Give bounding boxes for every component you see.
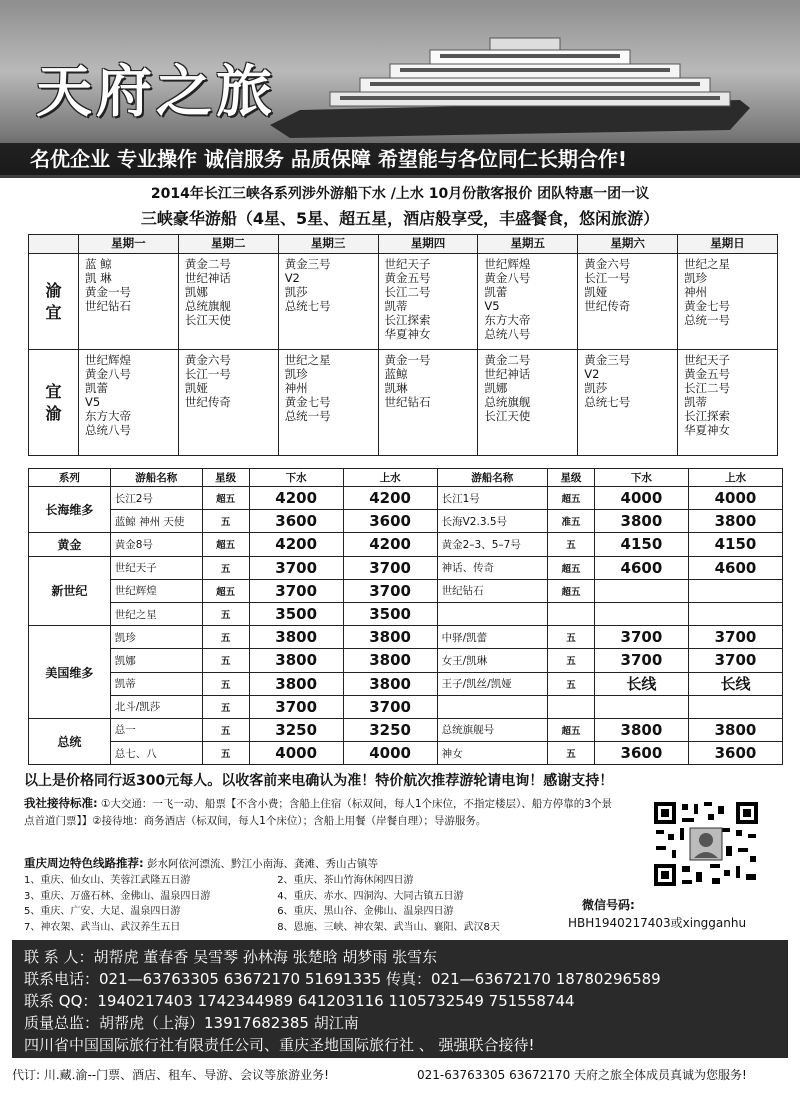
schedule-header-row [29, 235, 778, 254]
ship-name: 黄金一号 [384, 353, 431, 367]
upstream-price: 3600 [343, 510, 437, 533]
star-grade: 超五 [547, 556, 594, 579]
weekly-schedule-table [28, 234, 778, 456]
downstream-price: 3800 [594, 718, 688, 741]
ship-name: 黄金八号 [484, 271, 531, 285]
star-grade [547, 602, 594, 625]
routes-intro: 彭水阿依河漂流、黔江小南海、龚滩、秀山古镇等 [146, 858, 378, 870]
ship-name: 长江天使 [484, 409, 531, 423]
route-label: 宜 渝 [29, 350, 79, 456]
ship-name: 长江探索 [684, 409, 731, 423]
ship-name: 世纪神话 [484, 367, 531, 381]
route-list [24, 873, 584, 935]
price-row [29, 556, 783, 579]
ship-name: 黄金二号 [484, 353, 531, 367]
star-grade: 超五 [202, 579, 249, 602]
upstream-price: 3500 [343, 602, 437, 625]
ship-name: 中驿/凯蕾 [437, 626, 547, 649]
ship-name: 凯娅 [184, 381, 208, 395]
ship-name: 长江天使 [184, 313, 231, 327]
downstream-price: 3250 [249, 718, 343, 741]
ship-name: 蓝鲸 神州 天使 [110, 510, 202, 533]
price-heading: 2014年长江三峡各系列涉外游船下水 /上水 10月份散客报价 团队特惠一团一议 [150, 186, 650, 202]
ship-name: 世纪之星 [284, 353, 331, 367]
ship-name: 东方大帝 [484, 313, 531, 327]
star-grade: 超五 [202, 533, 249, 556]
star-grade: 五 [547, 742, 594, 765]
ship-name: 凯蒂 [384, 299, 408, 313]
upstream-price: 4000 [343, 742, 437, 765]
slogan-bar: 名优企业 专业操作 诚信服务 品质保障 希望能与各位同仁长期合作! [0, 143, 800, 175]
col-header: 下水 [249, 469, 343, 487]
upstream-price: 3700 [343, 695, 437, 718]
route-item: 3、重庆、万盛石林、金佛山、温泉四日游 [24, 890, 211, 902]
ship-name: 凯蒂 [110, 672, 202, 695]
downstream-price: 4150 [594, 533, 688, 556]
star-grade: 五 [547, 672, 594, 695]
route-item: 1、重庆、仙女山、芙蓉江武隆五日游 [24, 875, 191, 886]
contact-people: 联 系 人：胡帮虎 董春香 吴雪琴 孙林海 张楚晗 胡梦雨 张雪东 [24, 948, 438, 966]
upstream-price: 3800 [343, 672, 437, 695]
star-grade: 五 [202, 718, 249, 741]
star-grade: 超五 [547, 579, 594, 602]
price-row [29, 579, 783, 602]
ship-name: 总统一号 [284, 409, 331, 423]
ship-name: 凯娜 [184, 285, 208, 299]
wechat-label: 微信号码: [582, 898, 635, 912]
route-item: 5、重庆、广安、大足、温泉四日游 [24, 906, 181, 917]
ship-name [437, 695, 547, 718]
upstream-price: 4600 [688, 556, 782, 579]
ship-name: 凯蕾 [484, 285, 508, 299]
ship-name: 凯蕾 [85, 381, 108, 395]
day-header: 星期六 [578, 235, 678, 254]
downstream-price: 4600 [594, 556, 688, 579]
day-header: 星期二 [178, 235, 278, 254]
price-header-row [29, 469, 783, 487]
price-row [29, 626, 783, 649]
ship-name: 凯莎 [284, 285, 308, 299]
schedule-cell [178, 254, 278, 350]
schedule-cell [79, 350, 179, 456]
star-grade: 五 [202, 742, 249, 765]
ship-name: 总统一号 [684, 313, 731, 327]
downstream-price: 3800 [249, 626, 343, 649]
series-name: 总统 [29, 718, 111, 764]
ship-name: 世纪神话 [184, 271, 231, 285]
ship-name: 总统八号 [85, 423, 131, 437]
partner-companies: 四川省中国国际旅行社有限责任公司、重庆圣地国际旅行社 、 强强联合接待! [24, 1036, 535, 1054]
route-item: 4、重庆、赤水、四洞沟、大同古镇五日游 [277, 890, 464, 902]
upstream-price [688, 695, 782, 718]
upstream-price: 4000 [688, 487, 782, 510]
downstream-price: 3700 [594, 649, 688, 672]
standard-title: 我社接待标准: [24, 796, 98, 810]
ship-name: 黄金三号 [284, 257, 331, 271]
upstream-price: 3800 [688, 718, 782, 741]
ship-name: 凯 琳 [85, 271, 112, 285]
star-grade: 超五 [547, 487, 594, 510]
schedule-row [29, 254, 778, 350]
ship-name: 长江2号 [110, 487, 202, 510]
schedule-cell [478, 254, 578, 350]
upstream-price: 3250 [343, 718, 437, 741]
ship-name: 黄金三号 [584, 353, 631, 367]
ship-name: 黄金六号 [184, 353, 231, 367]
ship-name: 黄金五号 [384, 271, 431, 285]
downstream-price: 3500 [249, 602, 343, 625]
series-name: 黄金 [29, 533, 111, 556]
ship-name: V2 [584, 367, 600, 381]
ship-name: 世纪辉煌 [110, 579, 202, 602]
col-header: 下水 [594, 469, 688, 487]
ship-name: 世纪天子 [110, 556, 202, 579]
schedule-cell [278, 254, 378, 350]
upstream-price: 3800 [343, 649, 437, 672]
star-grade: 五 [547, 649, 594, 672]
header-banner [0, 0, 800, 178]
schedule-cell [178, 350, 278, 456]
ship-name: 长江1号 [437, 487, 547, 510]
series-name: 美国维多 [29, 626, 111, 719]
day-header: 星期一 [79, 235, 179, 254]
downstream-price [594, 602, 688, 625]
ship-name: 神话、传奇 [437, 556, 547, 579]
ship-name: 凯莎 [584, 381, 608, 395]
ship-name: 蓝 鲸 [85, 257, 112, 271]
ship-name: 王子/凯丝/凯娅 [437, 672, 547, 695]
price-row [29, 718, 783, 741]
ship-name: V5 [484, 299, 500, 313]
ship-name: 世纪钻石 [437, 579, 547, 602]
ship-name: 凯珍 [684, 271, 708, 285]
series-name: 新世纪 [29, 556, 111, 626]
downstream-price: 3800 [249, 649, 343, 672]
ship-name: 世纪之星 [110, 602, 202, 625]
ship-name: 世纪钻石 [384, 395, 431, 409]
ship-name [437, 602, 547, 625]
ship-name: 总统旗舰号 [437, 718, 547, 741]
downstream-price: 3700 [249, 695, 343, 718]
ship-name: 长江一号 [584, 271, 631, 285]
downstream-price: 3700 [249, 579, 343, 602]
star-grade: 五 [547, 626, 594, 649]
ship-name: 凯琳 [384, 381, 408, 395]
upstream-price: 3600 [688, 742, 782, 765]
ship-name: 总统旗舰 [484, 395, 531, 409]
star-grade: 准五 [547, 510, 594, 533]
wechat-id: HBH1940217403或xingganhu [568, 916, 747, 930]
ship-name: 华夏神女 [384, 327, 431, 341]
schedule-cell [678, 350, 778, 456]
upstream-price: 4200 [343, 533, 437, 556]
ship-name: 总一 [110, 718, 202, 741]
series-name: 长海维多 [29, 487, 111, 533]
col-header: 游船名称 [110, 469, 202, 487]
ship-name: 黄金8号 [110, 533, 202, 556]
standard-text: ①大交通：一飞一动、船票【不含小费；含船上住宿（标双间，每人1个床位，不指定楼层）、船方停靠的3个景点首道门票】】②接待地：商务酒店（标双间，每人1个床位）；含船上用餐（岸餐自理）；导游服务。 [24, 798, 612, 827]
ship-name: 凯珍 [110, 626, 202, 649]
star-grade: 五 [202, 602, 249, 625]
contact-qq: 联系 QQ：1940217403 1742344989 641203116 1105732549 751558744 [24, 992, 575, 1010]
service-standard [24, 795, 614, 830]
upstream-price: 3800 [343, 626, 437, 649]
wechat-qr-code-icon [652, 800, 760, 888]
ship-name: 女王/凯琳 [437, 649, 547, 672]
star-grade: 超五 [202, 487, 249, 510]
route-list-right [277, 873, 500, 935]
ship-name: 黄金一号 [85, 285, 131, 299]
ship-name: 总七、八 [110, 742, 202, 765]
downstream-price: 长线 [594, 672, 688, 695]
footer-hotline: 021-63763305 63672170 天府之旅全体成员真诚为您服务! [417, 1068, 747, 1082]
downstream-price: 3700 [249, 556, 343, 579]
ship-name: 总统旗舰 [184, 299, 231, 313]
day-header: 星期五 [478, 235, 578, 254]
price-row [29, 533, 783, 556]
day-header: 星期三 [278, 235, 378, 254]
cruise-ship-illustration [270, 30, 760, 145]
upstream-price: 3700 [688, 626, 782, 649]
ship-name: 长海V2.3.5号 [437, 510, 547, 533]
ship-name: 世纪之星 [684, 257, 731, 271]
schedule-cell [478, 350, 578, 456]
col-header: 星级 [547, 469, 594, 487]
upstream-price: 4200 [343, 487, 437, 510]
schedule-cell [378, 254, 478, 350]
ship-name: V2 [284, 271, 300, 285]
star-grade [547, 695, 594, 718]
upstream-price: 4150 [688, 533, 782, 556]
upstream-price: 3800 [688, 510, 782, 533]
col-header: 游船名称 [437, 469, 547, 487]
ship-name: 黄金二号 [184, 257, 231, 271]
downstream-price: 3800 [594, 510, 688, 533]
ship-name: 凯娜 [484, 381, 508, 395]
downstream-price: 3800 [249, 672, 343, 695]
star-grade: 五 [547, 533, 594, 556]
downstream-price: 3600 [249, 510, 343, 533]
star-grade: 五 [202, 510, 249, 533]
brand-logo: 天府之旅 [36, 59, 276, 125]
downstream-price [594, 695, 688, 718]
ship-name: 神州 [284, 381, 308, 395]
ship-name: 长江一号 [184, 367, 231, 381]
ship-name: 世纪钻石 [85, 299, 131, 313]
schedule-corner [29, 235, 79, 254]
upstream-price: 3700 [343, 556, 437, 579]
ship-name: 长江探索 [384, 313, 431, 327]
ship-name: 世纪天子 [384, 257, 431, 271]
price-row [29, 672, 783, 695]
upstream-price [688, 579, 782, 602]
star-grade: 超五 [547, 718, 594, 741]
ship-name: 东方大帝 [85, 409, 131, 423]
product-heading: 三峡豪华游船（4星、5星、超五星，酒店般享受，丰盛餐食，悠闲旅游） [140, 209, 660, 228]
star-grade: 五 [202, 672, 249, 695]
ship-name: 黄金五号 [684, 367, 731, 381]
ship-name: 总统八号 [484, 327, 531, 341]
ship-name: 世纪传奇 [584, 299, 631, 313]
ship-name: 总统七号 [284, 299, 331, 313]
upstream-price [688, 602, 782, 625]
schedule-row [29, 350, 778, 456]
schedule-cell [378, 350, 478, 456]
schedule-cell [79, 254, 179, 350]
ship-name: 世纪辉煌 [484, 257, 531, 271]
footer [12, 1066, 788, 1083]
price-row [29, 487, 783, 510]
ship-name: 黄金八号 [85, 367, 131, 381]
downstream-price: 3700 [594, 626, 688, 649]
star-grade: 五 [202, 695, 249, 718]
downstream-price: 4200 [249, 533, 343, 556]
price-row [29, 695, 783, 718]
upstream-price: 长线 [688, 672, 782, 695]
price-row [29, 602, 783, 625]
price-row [29, 649, 783, 672]
ship-name: 黄金六号 [584, 257, 631, 271]
star-grade: 五 [202, 556, 249, 579]
ship-name: 世纪传奇 [184, 395, 231, 409]
ship-name: V5 [85, 395, 101, 409]
ship-name: 蓝鲸 [384, 367, 408, 381]
downstream-price: 3600 [594, 742, 688, 765]
ship-name: 凯蒂 [684, 395, 708, 409]
upstream-price: 3700 [343, 579, 437, 602]
ship-name: 黄金七号 [684, 299, 731, 313]
price-table [28, 468, 783, 765]
ship-name: 长江二号 [384, 285, 431, 299]
day-header: 星期四 [378, 235, 478, 254]
schedule-cell [578, 350, 678, 456]
ship-name: 长江二号 [684, 381, 731, 395]
col-header: 上水 [688, 469, 782, 487]
star-grade: 五 [202, 626, 249, 649]
ship-name: 世纪天子 [684, 353, 731, 367]
ship-name: 凯娜 [110, 649, 202, 672]
schedule-cell [578, 254, 678, 350]
star-grade: 五 [202, 649, 249, 672]
ship-name: 世纪辉煌 [85, 353, 131, 367]
price-row [29, 742, 783, 765]
ship-name: 神州 [684, 285, 708, 299]
route-item: 6、重庆、黑山谷、金佛山、温泉四日游 [277, 906, 454, 917]
ship-name: 北斗/凯莎 [110, 695, 202, 718]
ship-name: 黄金2–3、5–7号 [437, 533, 547, 556]
downstream-price: 4200 [249, 487, 343, 510]
route-item: 7、神农架、武当山、武汉养生五日 [24, 921, 181, 933]
footer-services: 代订: 川.藏.渝--门票、酒店、租车、导游、会议等旅游业务! [12, 1068, 329, 1082]
routes-title: 重庆周边特色线路推荐: [24, 856, 144, 870]
day-header: 星期日 [678, 235, 778, 254]
route-item: 2、重庆、茶山竹海休闲四日游 [277, 875, 414, 886]
route-list-left [24, 873, 274, 935]
rebate-note: 以上是价格同行返300元每人。以收客前来电确认为准！特价航次推荐游轮请电询！感谢支持！ [24, 773, 614, 789]
routes-title-row [24, 855, 378, 871]
downstream-price [594, 579, 688, 602]
contact-panel [12, 940, 788, 1058]
ship-name: 凯娅 [584, 285, 608, 299]
downstream-price: 4000 [249, 742, 343, 765]
schedule-cell [278, 350, 378, 456]
ship-name: 总统七号 [584, 395, 631, 409]
quality-director: 质量总监：胡帮虎（上海）13917682385 胡江南 [24, 1014, 359, 1032]
price-row [29, 510, 783, 533]
route-label: 渝 宜 [29, 254, 79, 350]
col-header: 系列 [29, 469, 111, 487]
upstream-price: 3700 [688, 649, 782, 672]
ship-name: 凯珍 [284, 367, 308, 381]
col-header: 上水 [343, 469, 437, 487]
schedule-cell [678, 254, 778, 350]
ship-name: 华夏神女 [684, 423, 731, 437]
ship-name: 神女 [437, 742, 547, 765]
ship-name: 黄金七号 [284, 395, 331, 409]
contact-phone: 联系电话：021—63763305 63672170 51691335 传真：021—63672170 18780296589 [24, 970, 661, 988]
col-header: 星级 [202, 469, 249, 487]
route-item: 8、恩施、三峡、神农架、武当山、襄阳、武汉8天 [277, 921, 500, 933]
downstream-price: 4000 [594, 487, 688, 510]
